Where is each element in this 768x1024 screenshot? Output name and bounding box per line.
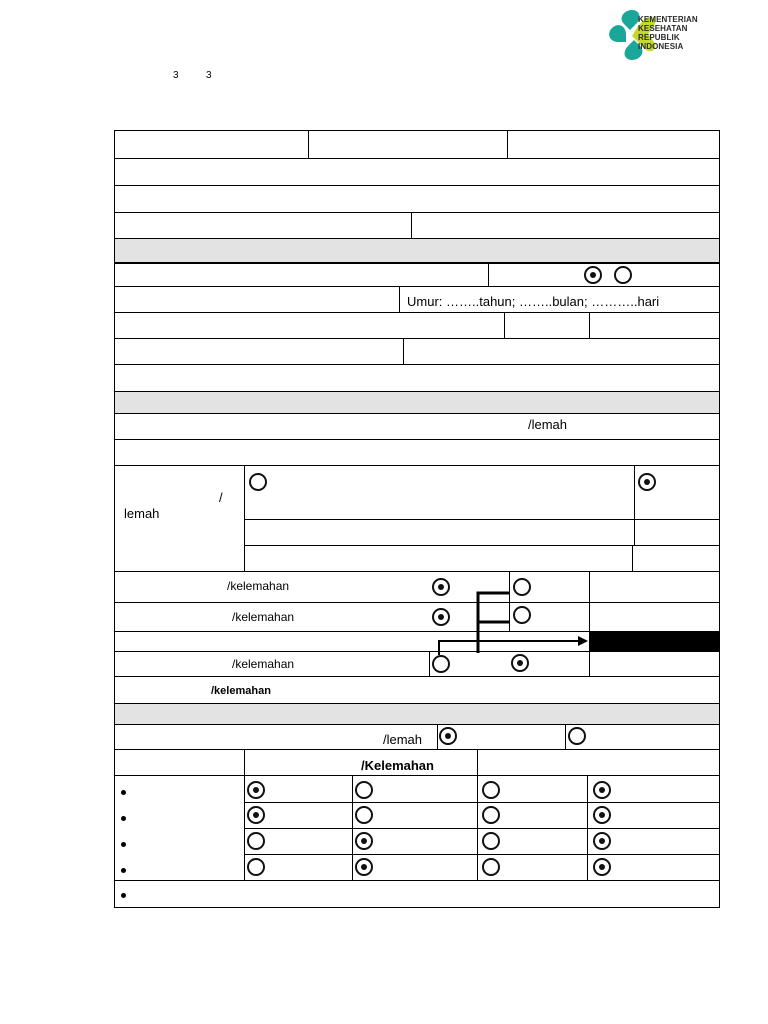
radio-grid-2-3[interactable] — [482, 806, 500, 824]
weak-side-label: lemah — [124, 506, 160, 521]
radio-grid-4-4[interactable] — [593, 858, 611, 876]
row-rule — [114, 907, 720, 908]
radio-weak-2-b[interactable] — [568, 727, 586, 745]
radio-sex-a[interactable] — [584, 266, 602, 284]
radio-grid-1-1[interactable] — [247, 781, 265, 799]
radio-grid-3-1[interactable] — [247, 832, 265, 850]
logo-line: REPUBLIK — [638, 33, 680, 42]
table-border-left — [114, 130, 115, 908]
radio-grid-1-4[interactable] — [593, 781, 611, 799]
weak-label: /lemah — [528, 417, 568, 432]
row-rule — [114, 465, 720, 466]
col-rule — [477, 775, 478, 880]
skip-arrow-line — [439, 641, 578, 655]
skip-arrow-head — [578, 636, 588, 646]
blackout-cell — [589, 631, 719, 651]
row-rule — [114, 439, 720, 440]
col-rule — [352, 775, 353, 880]
row-rule — [114, 212, 720, 213]
weakness-label-bold: /kelemahan — [211, 685, 271, 697]
row-rule — [114, 571, 720, 572]
row-rule — [114, 262, 720, 264]
col-rule — [411, 212, 412, 238]
row-rule — [114, 238, 720, 239]
radio-weakness-1-b[interactable] — [513, 578, 531, 596]
logo-line: INDONESIA — [638, 42, 684, 51]
row-rule — [114, 880, 720, 881]
ministry-logo-text — [638, 15, 698, 51]
list-bullet — [121, 816, 126, 821]
weakness-label: /kelemahan — [232, 610, 295, 624]
row-rule — [114, 651, 720, 652]
row-rule — [114, 185, 720, 186]
page-mark: 3 — [173, 70, 179, 81]
row-rule — [244, 802, 720, 803]
radio-section2-b[interactable] — [638, 473, 656, 491]
col-rule — [399, 286, 400, 312]
radio-grid-3-3[interactable] — [482, 832, 500, 850]
logo-line: KESEHATAN — [638, 24, 688, 33]
radio-section2-a[interactable] — [249, 473, 267, 491]
section-header-2 — [114, 392, 719, 413]
row-rule — [114, 312, 720, 313]
list-bullet — [121, 842, 126, 847]
weak-label: /lemah — [383, 732, 423, 747]
list-bullet — [121, 790, 126, 795]
radio-sex-b[interactable] — [614, 266, 632, 284]
col-rule — [632, 545, 633, 571]
list-bullet — [121, 893, 126, 898]
list-bullet — [121, 868, 126, 873]
col-rule — [565, 724, 566, 749]
row-rule — [114, 602, 720, 603]
row-rule — [114, 158, 720, 159]
row-rule — [114, 749, 720, 750]
radio-grid-4-2[interactable] — [355, 858, 373, 876]
radio-grid-3-2[interactable] — [355, 832, 373, 850]
col-rule — [504, 312, 505, 338]
radio-grid-4-1[interactable] — [247, 858, 265, 876]
row-rule — [114, 286, 720, 287]
col-rule — [244, 749, 245, 880]
row-rule — [114, 338, 720, 339]
radio-weakness-2-b[interactable] — [513, 606, 531, 624]
ministry-logo — [606, 6, 726, 64]
col-rule — [244, 465, 245, 571]
radio-weak-2-a[interactable] — [439, 727, 457, 745]
radio-weakness-3-b[interactable] — [511, 654, 529, 672]
radio-grid-3-4[interactable] — [593, 832, 611, 850]
row-rule — [114, 130, 720, 131]
row-rule — [114, 391, 720, 392]
col-rule — [587, 775, 588, 880]
weakness-label: /kelemahan — [227, 579, 290, 593]
radio-weakness-3-a[interactable] — [432, 655, 450, 673]
row-rule — [114, 676, 720, 677]
radio-grid-1-2[interactable] — [355, 781, 373, 799]
skip-arrow-diagram — [430, 585, 590, 660]
col-rule — [634, 465, 635, 545]
logo-line: KEMENTERIAN — [638, 15, 698, 24]
row-rule — [244, 854, 720, 855]
row-rule — [244, 545, 720, 546]
radio-grid-1-3[interactable] — [482, 781, 500, 799]
row-rule — [244, 828, 720, 829]
radio-weakness-2-a[interactable] — [432, 608, 450, 626]
row-rule — [244, 519, 720, 520]
col-rule — [403, 338, 404, 364]
section-header-3 — [114, 703, 719, 724]
radio-weakness-1-a[interactable] — [432, 578, 450, 596]
section-header-1 — [114, 238, 719, 262]
col-rule — [308, 130, 309, 158]
radio-grid-2-1[interactable] — [247, 806, 265, 824]
weakness-label: /kelemahan — [232, 657, 295, 671]
row-rule — [114, 413, 720, 414]
col-rule — [507, 130, 508, 158]
weak-side-label-slash: / — [219, 490, 223, 505]
weakness-header: /Kelemahan — [361, 758, 434, 773]
row-rule — [114, 775, 720, 776]
row-rule — [114, 631, 720, 632]
col-rule — [477, 749, 478, 775]
row-rule — [114, 364, 720, 365]
page-mark: 3 — [206, 70, 212, 81]
col-rule — [437, 724, 438, 749]
row-rule — [114, 703, 720, 704]
radio-grid-2-2[interactable] — [355, 806, 373, 824]
age-label: Umur: ……..tahun; ……..bulan; ………..hari — [407, 294, 660, 309]
radio-grid-4-3[interactable] — [482, 858, 500, 876]
col-rule — [488, 262, 489, 286]
col-rule — [589, 312, 590, 338]
radio-grid-2-4[interactable] — [593, 806, 611, 824]
row-rule — [114, 724, 720, 725]
